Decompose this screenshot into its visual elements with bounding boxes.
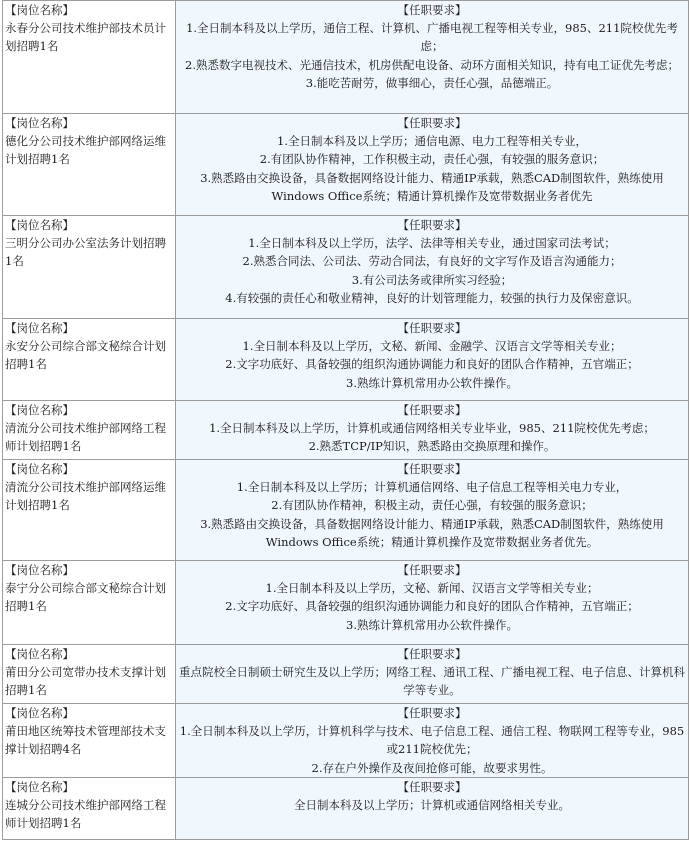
requirement-line: 1.全日制本科及以上学历；计算机通信网络、电子信息工程等相关电力专业， — [236, 480, 628, 495]
position-header: 【岗位名称】 — [5, 780, 74, 794]
table-row — [3, 460, 689, 561]
requirement-line: 1.全日制本科及以上学历，文秘、新闻、金融学、汉语言文学等相关专业； — [242, 339, 622, 354]
position-header: 【岗位名称】 — [5, 462, 74, 476]
requirement-line: 1.全日制本科及以上学历，文秘、新闻、汉语言文学等相关专业； — [265, 581, 599, 596]
position-cell — [3, 401, 176, 460]
requirement-line: 重点院校全日制硕士研究生及以上学历；网络工程、通讯工程、广播电视工程、电子信息、计算机科学等专业。 — [179, 665, 685, 698]
position-header: 【岗位名称】 — [5, 647, 74, 661]
table-row — [3, 704, 689, 778]
position-header: 【岗位名称】 — [5, 116, 74, 130]
position-cell — [3, 1, 176, 114]
position-name: 德化分公司技术维护部网络运维计划招聘1名 — [5, 134, 166, 167]
requirement-line: 3.有公司法务或律所实习经验； — [351, 272, 513, 287]
requirements-cell — [176, 704, 689, 778]
position-name: 清流分公司技术维护部网络工程师计划招聘1名 — [5, 421, 166, 454]
requirement-line: 2.熟悉数字电视技术、光通信技术，机房供配电设备、动环方面相关知识，持有电工证优先考虑； — [185, 57, 679, 72]
requirement-line: 3.熟悉路由交换设备，具备数据网络设计能力、精通IP承载，熟悉CAD制图软件，熟练使用Windows Office系统；精通计算机操作及宽带数据业务者优先 — [200, 170, 664, 203]
requirement-line: 1.全日制本科及以上学历，法学、法律等相关专业，通过国家司法考试； — [248, 236, 616, 251]
job-table — [2, 0, 689, 840]
requirement-line: 全日制本科及以上学历；计算机或通信网络相关专业。 — [294, 798, 570, 813]
requirements-cell — [176, 778, 689, 840]
job-table-body — [3, 1, 689, 840]
requirement-line: 3.能吃苦耐劳，做事细心，责任心强，品德端正。 — [305, 75, 559, 90]
position-name: 永春分公司技术维护部技术员计划招聘1名 — [5, 21, 166, 54]
requirement-line: 2.熟悉TCP/IP知识，熟悉路由交换原理和操作。 — [308, 439, 556, 454]
table-row — [3, 319, 689, 401]
requirement-line: 3.熟练计算机常用办公软件操作。 — [346, 617, 518, 632]
position-name: 莆田地区统筹技术管理部技术支撑计划招聘4名 — [5, 724, 166, 757]
position-name: 莆田分公司宽带办技术支撑计划招聘1名 — [5, 665, 166, 698]
position-header: 【岗位名称】 — [5, 563, 74, 577]
requirements-cell — [176, 114, 689, 216]
table-row — [3, 778, 689, 840]
requirement-line: 2.有团队协作精神，工作积极主动，责任心强，有较强的服务意识； — [259, 152, 605, 167]
table-row — [3, 561, 689, 645]
position-cell — [3, 561, 176, 645]
position-cell — [3, 778, 176, 840]
requirements-header: 【任职要求】 — [397, 321, 467, 335]
requirements-cell — [176, 561, 689, 645]
requirement-line: 1.全日制本科及以上学历，计算机或通信网络相关专业毕业，985、211院校优先考虑； — [209, 421, 655, 436]
requirements-cell — [176, 216, 689, 319]
requirement-line: 1.全日制本科及以上学历，通信工程、计算机、广播电视工程等相关专业，985、211院校优先考虑； — [186, 21, 678, 54]
requirements-header: 【任职要求】 — [397, 563, 467, 577]
position-cell — [3, 460, 176, 561]
requirements-cell — [176, 645, 689, 704]
requirement-line: 2.熟悉合同法、公司法、劳动合同法，有良好的文字写作及语言沟通能力； — [242, 254, 622, 269]
requirements-header: 【任职要求】 — [397, 3, 467, 17]
position-header: 【岗位名称】 — [5, 218, 74, 232]
requirements-header: 【任职要求】 — [397, 780, 467, 794]
table-row — [3, 1, 689, 114]
requirements-header: 【任职要求】 — [397, 706, 467, 720]
position-name: 清流分公司技术维护部网络运维计划招聘1名 — [5, 480, 166, 513]
position-name: 永安分公司综合部文秘综合计划招聘1名 — [5, 339, 166, 372]
position-name: 三明分公司办公室法务计划招聘1名 — [5, 236, 166, 269]
position-header: 【岗位名称】 — [5, 403, 74, 417]
position-header: 【岗位名称】 — [5, 706, 74, 720]
requirements-cell — [176, 460, 689, 561]
position-name: 连城分公司技术维护部网络工程师计划招聘1名 — [5, 798, 166, 831]
table-row — [3, 114, 689, 216]
requirements-header: 【任职要求】 — [397, 647, 467, 661]
requirements-header: 【任职要求】 — [397, 403, 467, 417]
position-name: 泰宁分公司综合部文秘综合计划招聘1名 — [5, 581, 166, 614]
requirement-line: 4.有较强的责任心和敬业精神，良好的计划管理能力，较强的执行力及保密意识。 — [225, 290, 639, 305]
requirement-line: 2.文字功底好、具备较强的组织沟通协调能力和良好的团队合作精神，五官端正； — [225, 357, 639, 372]
requirement-line: 1.全日制本科及以上学历；通信电源、电力工程等相关专业， — [277, 134, 587, 149]
requirements-cell — [176, 1, 689, 114]
position-cell — [3, 114, 176, 216]
table-row — [3, 401, 689, 460]
position-cell — [3, 216, 176, 319]
requirement-line: 1.全日制本科及以上学历，计算机科学与技术、电子信息工程、通信工程、物联网工程等专业，985或211院校优先； — [179, 724, 685, 757]
requirements-header: 【任职要求】 — [397, 462, 467, 476]
table-row — [3, 216, 689, 319]
requirement-line: 2.存在户外操作及夜间抢修可能，故要求男性。 — [311, 760, 553, 775]
position-cell — [3, 704, 176, 778]
requirements-cell — [176, 401, 689, 460]
table-row — [3, 645, 689, 704]
position-header: 【岗位名称】 — [5, 321, 74, 335]
requirement-line: 2.文字功底好、具备较强的组织沟通协调能力和良好的团队合作精神，五官端正； — [225, 599, 639, 614]
position-cell — [3, 645, 176, 704]
requirements-header: 【任职要求】 — [397, 116, 467, 130]
requirement-line: 3.熟悉路由交换设备，具备数据网络设计能力、精通IP承载，熟悉CAD制图软件，熟练使用Windows Office系统；精通计算机操作及宽带数据业务者优先。 — [200, 516, 664, 549]
position-cell — [3, 319, 176, 401]
requirements-cell — [176, 319, 689, 401]
position-header: 【岗位名称】 — [5, 3, 74, 17]
requirements-header: 【任职要求】 — [397, 218, 467, 232]
requirement-line: 3.熟练计算机常用办公软件操作。 — [346, 375, 518, 390]
requirement-line: 2.有团队协作精神，积极主动，责任心强，有较强的服务意识； — [271, 498, 593, 513]
